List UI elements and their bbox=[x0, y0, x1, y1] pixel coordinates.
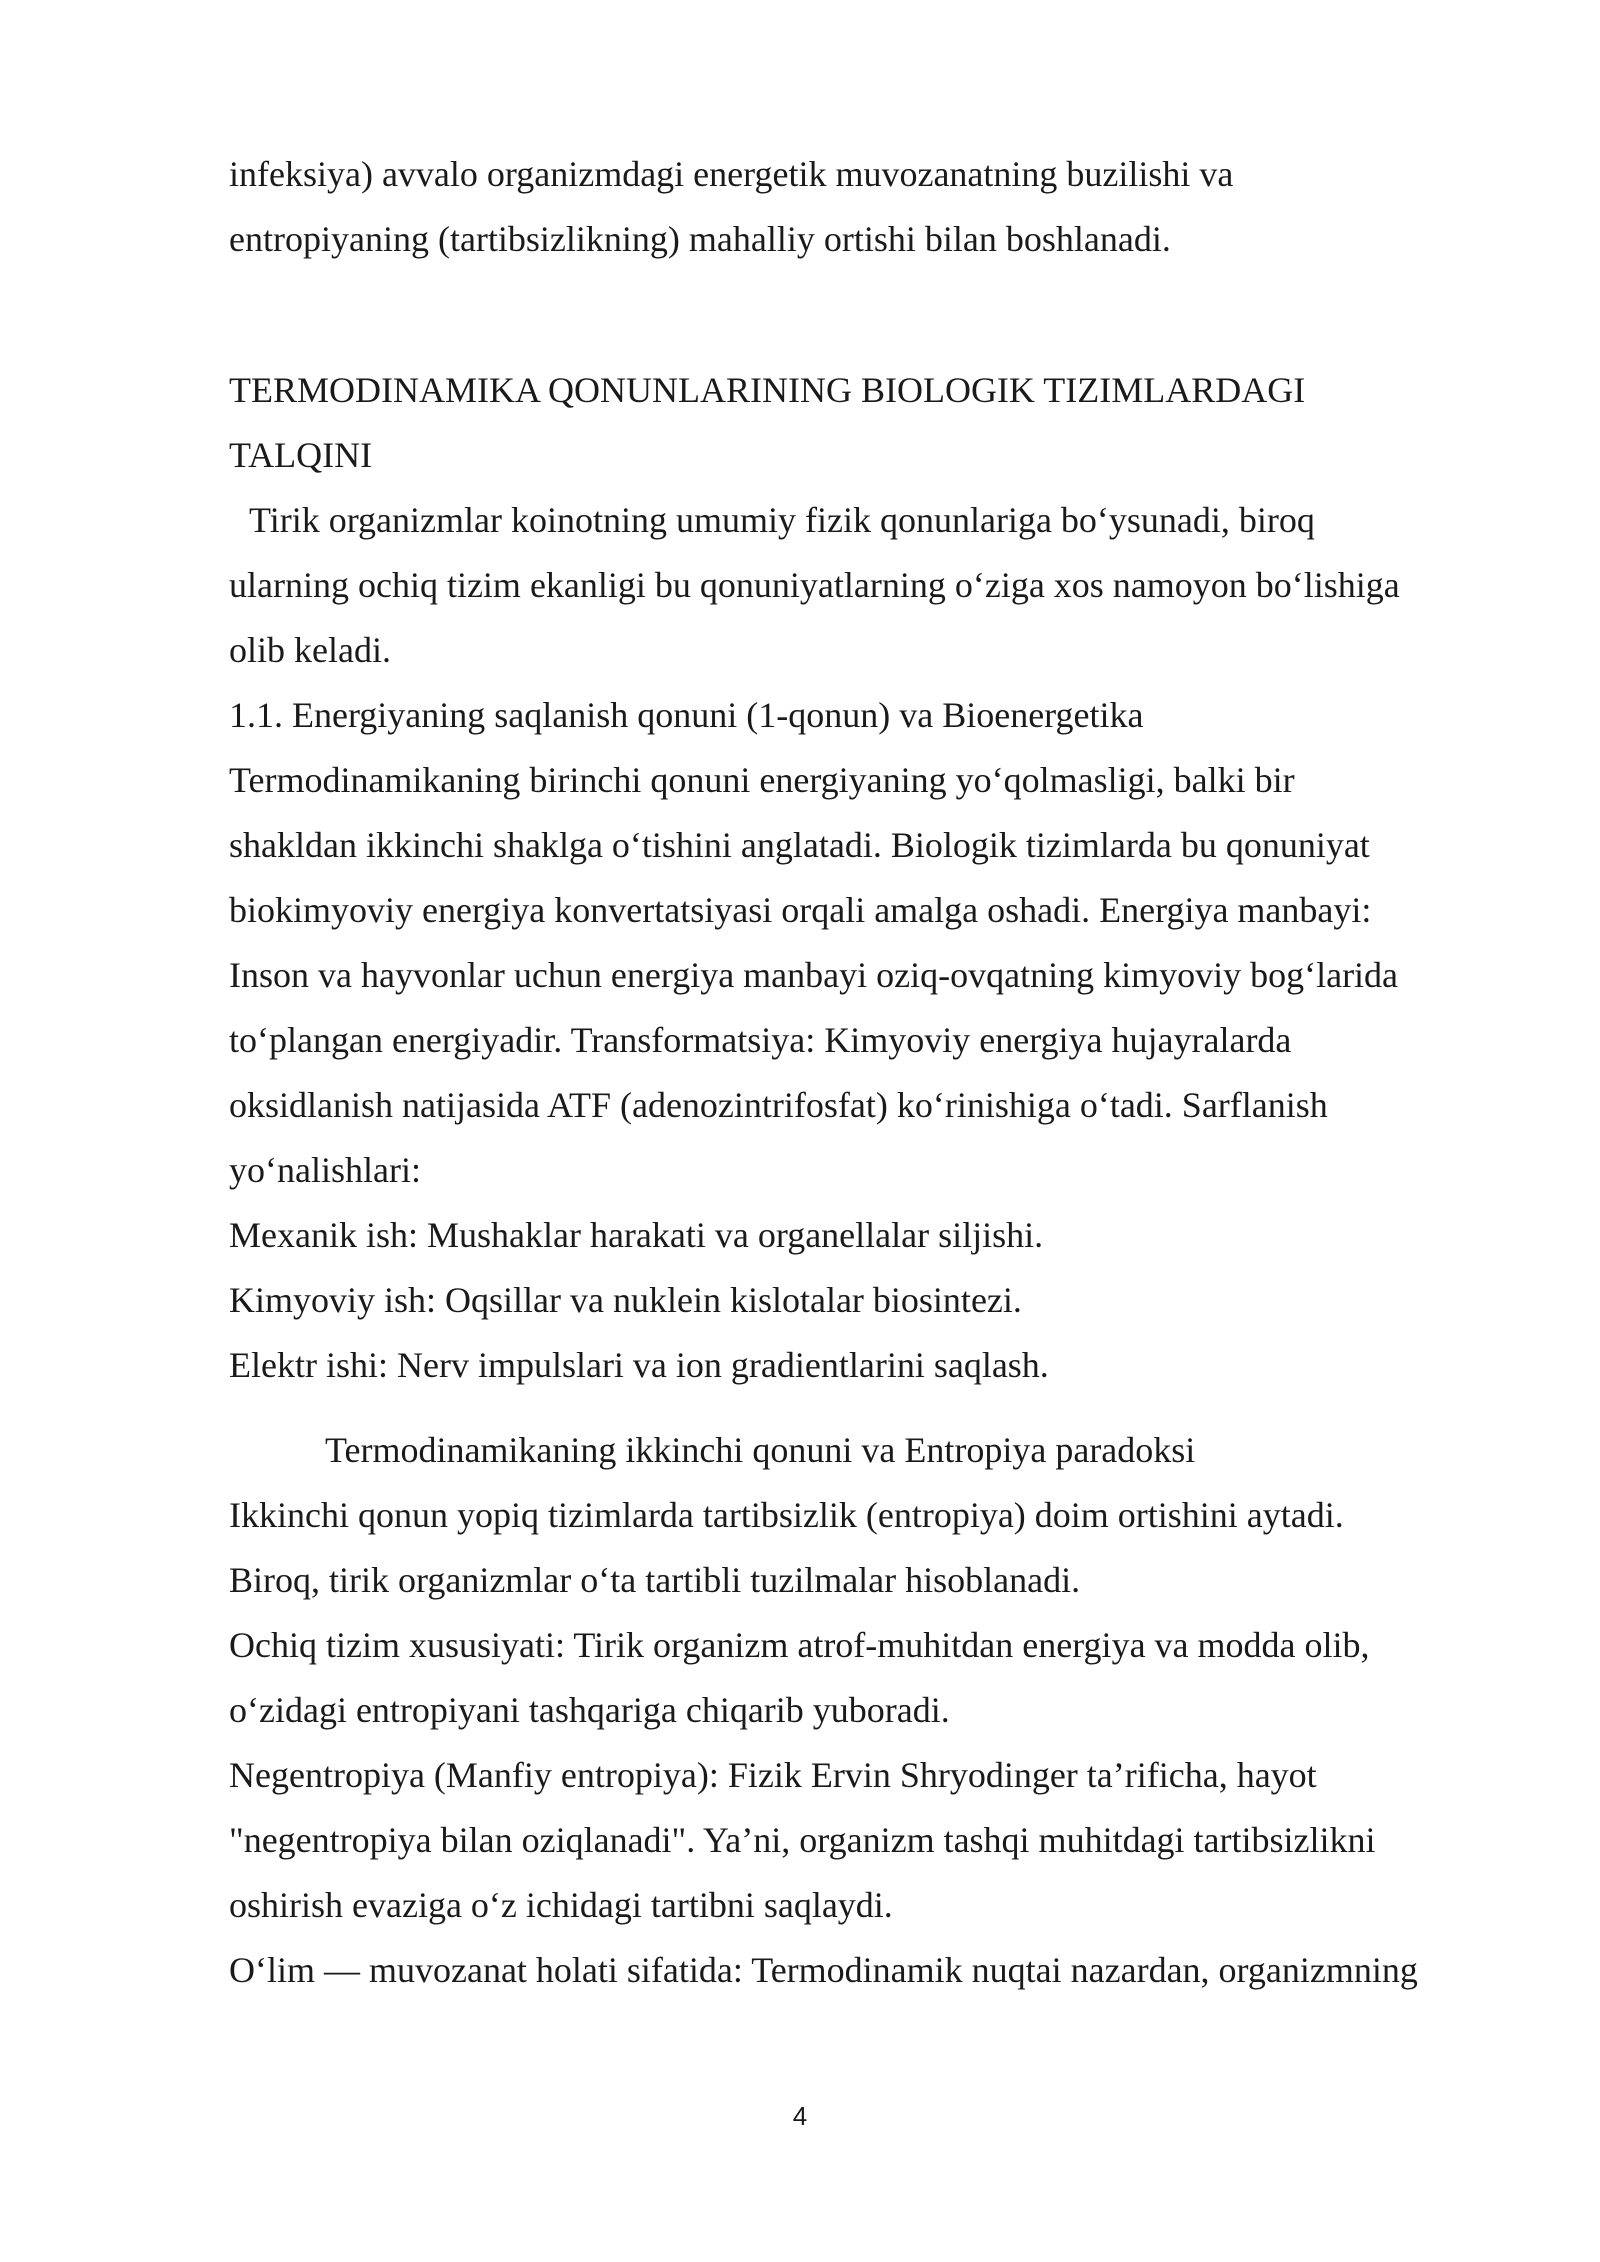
text-line: Termodinamikaning birinchi qonuni energiyaning yo‘qolmasligi, balki bir bbox=[229, 760, 1295, 800]
text-line: yo‘nalishlari: bbox=[229, 1150, 421, 1190]
text-line: o‘zidagi entropiyani tashqariga chiqarib yuboradi. bbox=[229, 1690, 950, 1730]
text-line: entropiyaning (tartibsizlikning) mahalliy ortishi bilan boshlanadi. bbox=[229, 219, 1171, 259]
text-line: shakldan ikkinchi shaklga o‘tishini anglatadi. Biologik tizimlarda bu qonuniyat bbox=[229, 825, 1370, 865]
text-line: Negentropiya (Manfiy entropiya): Fizik Ervin Shryodinger ta’rificha, hayot bbox=[229, 1755, 1317, 1795]
text-line: infeksiya) avvalo organizmdagi energetik muvozanatning buzilishi va bbox=[229, 154, 1234, 194]
section-heading: TALQINI bbox=[229, 435, 373, 475]
subsection-heading: Termodinamikaning ikkinchi qonuni va Entropiya paradoksi bbox=[325, 1430, 1196, 1470]
body-text bbox=[229, 142, 1529, 2003]
text-line: Tirik organizmlar koinotning umumiy fizik qonunlariga bo‘ysunadi, biroq bbox=[249, 500, 1315, 540]
text-line: O‘lim — muvozanat holati sifatida: Termodinamik nuqtai nazardan, organizmning bbox=[229, 1950, 1418, 1990]
text-line: "negentropiya bilan oziqlanadi". Ya’ni, organizm tashqi muhitdagi tartibsizlikni bbox=[229, 1820, 1376, 1860]
text-line: Biroq, tirik organizmlar o‘ta tartibli tuzilmalar hisoblanadi. bbox=[229, 1560, 1081, 1600]
list-item: Mexanik ish: Mushaklar harakati va organellalar siljishi. bbox=[229, 1215, 1044, 1255]
text-line: oksidlanish natijasida ATF (adenozintrifosfat) ko‘rinishiga o‘tadi. Sarflanish bbox=[229, 1085, 1328, 1125]
text-line: ularning ochiq tizim ekanligi bu qonuniyatlarning o‘ziga xos namoyon bo‘lishiga bbox=[229, 565, 1400, 605]
list-item: Elektr ishi: Nerv impulslari va ion gradientlarini saqlash. bbox=[229, 1345, 1049, 1385]
subsection-heading: 1.1. Energiyaning saqlanish qonuni (1-qonun) va Bioenergetika bbox=[229, 695, 1144, 735]
text-line: to‘plangan energiyadir. Transformatsiya: Kimyoviy energiya hujayralarda bbox=[229, 1020, 1292, 1060]
page-number: 4 bbox=[792, 2101, 808, 2131]
text-line: Ochiq tizim xususiyati: Tirik organizm atrof-muhitdan energiya va modda olib, bbox=[229, 1625, 1370, 1665]
text-line: oshirish evaziga o‘z ichidagi tartibni saqlaydi. bbox=[229, 1885, 893, 1925]
text-line: Ikkinchi qonun yopiq tizimlarda tartibsizlik (entropiya) doim ortishini aytadi. bbox=[229, 1495, 1344, 1535]
text-line: biokimyoviy energiya konvertatsiyasi orqali amalga oshadi. Energiya manbayi: bbox=[229, 890, 1372, 930]
section-heading: TERMODINAMIKA QONUNLARINING BIOLOGIK TIZIMLARDAGI bbox=[229, 370, 1306, 410]
text-line: olib keladi. bbox=[229, 630, 391, 670]
list-item: Kimyoviy ish: Oqsillar va nuklein kislotalar biosintezi. bbox=[229, 1280, 1022, 1320]
text-line: Inson va hayvonlar uchun energiya manbayi oziq-ovqatning kimyoviy bog‘larida bbox=[229, 955, 1399, 995]
paragraph-gap bbox=[229, 272, 1529, 358]
